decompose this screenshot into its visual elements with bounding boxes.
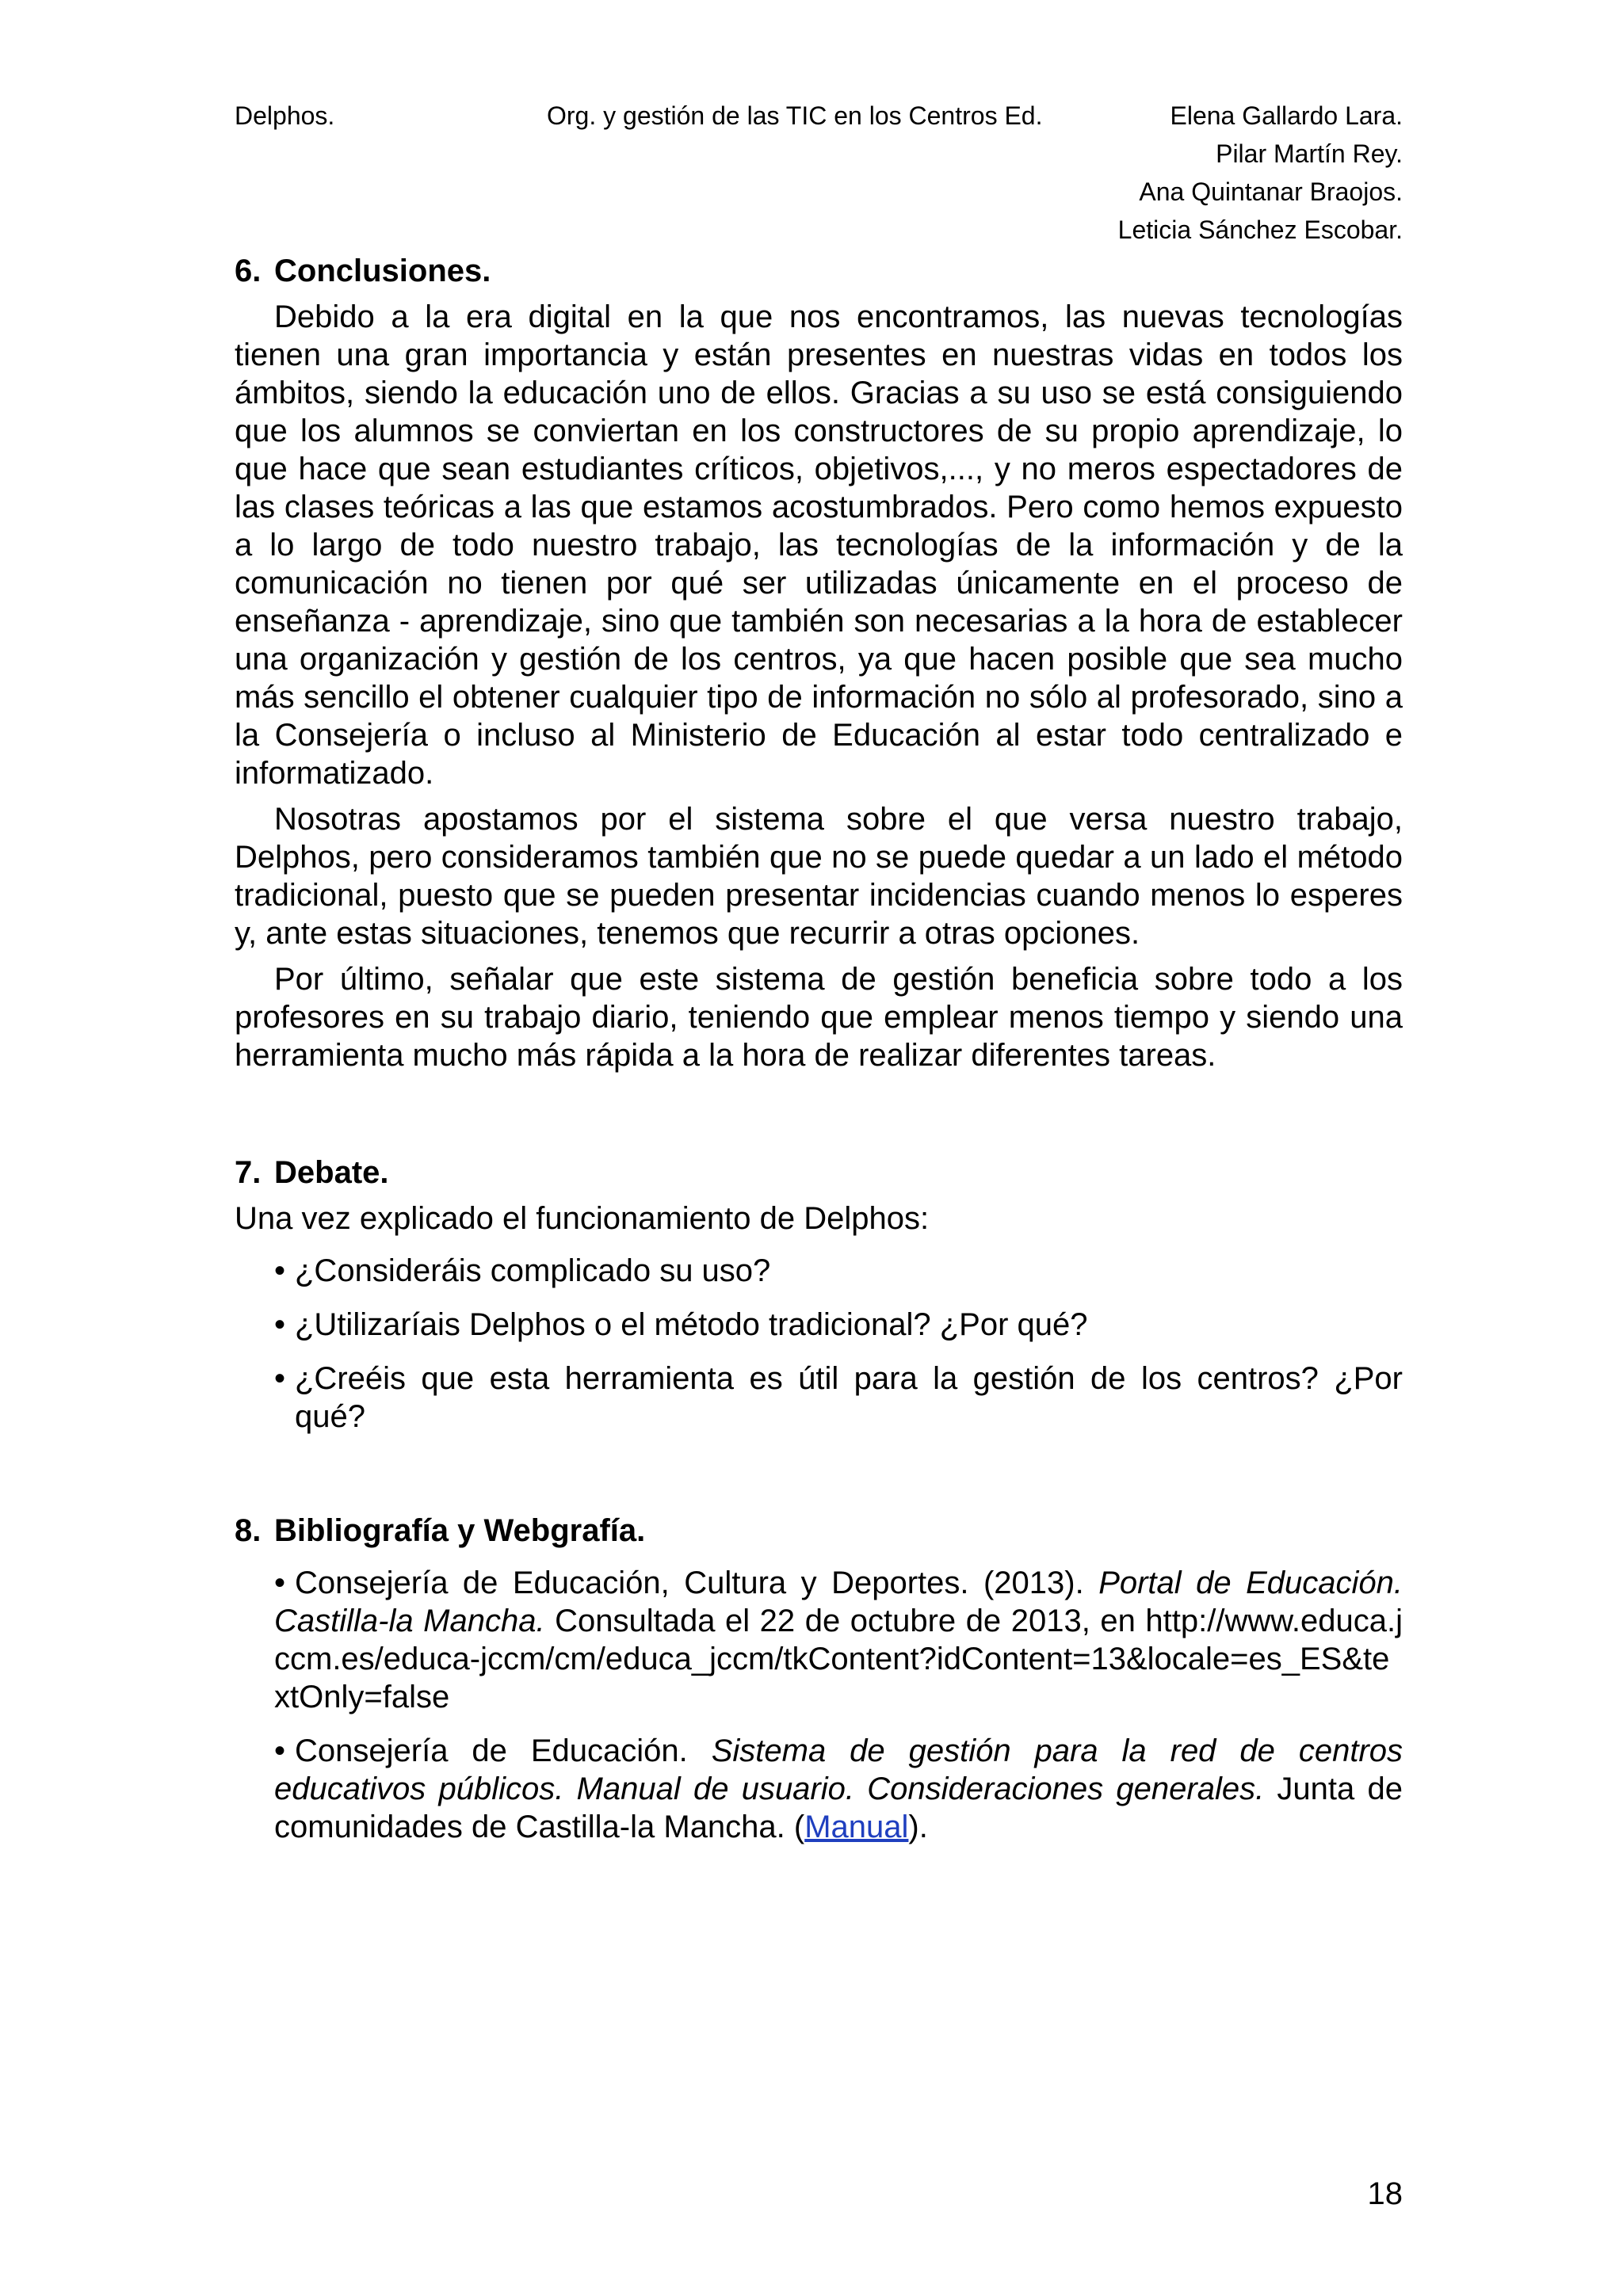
reference-text [274,1564,1403,1716]
debate-questions [235,1252,1403,1436]
paragraph: Nosotras apostamos por el sistema sobre el que versa nuestro trabajo, Delphos, pero consideramos también que no se puede quedar a un lado el método tradicional, puesto que se pueden presentar incidencias cuando menos lo esperes y, ante estas situaciones, tenemos que recurrir a otras opciones. [235,802,1403,951]
paragraph: Por último, señalar que este sistema de gestión beneficia sobre todo a los profesores en su trabajo diario, teniendo que emplear menos tiempo y siendo una herramienta mucho más rápida a la hora de realizar diferentes tareas. [235,962,1403,1073]
header-left: Delphos. [235,101,335,130]
reference-title: Sistema de gestión para la red de centros educativos públicos. Manual de usuario. Consideraciones generales. [274,1733,1403,1806]
reference-author: Consejería de Educación, Cultura y Deportes. (2013). [295,1566,1099,1600]
section-8-heading [235,1512,1403,1550]
paragraph: Debido a la era digital en la que nos encontramos, las nuevas tecnologías tienen una gran importancia y están presentes en nuestras vidas en todos los ámbitos, siendo la educación uno de ellos. Gracias a su uso se está consiguiendo que los alumnos se conviertan en los constructores de su propio aprendizaje, lo que hace que sean estudiantes críticos, objetivos,..., y no meros espectadores de las clases teóricas a las que estamos acostumbrados. Pero como hemos expuesto a lo largo de todo nuestro trabajo, las tecnologías de la información y de la comunicación no tienen por qué ser utilizadas únicamente en el proceso de enseñanza - aprendizaje, sino que también son necesarias a la hora de establecer una organización y gestión de los centros, ya que hacen posible que sea mucho más sencillo el obtener cualquier tipo de información no sólo al profesorado, sino a la Consejería o incluso al Ministerio de Educación al estar todo centralizado e informatizado. [235,299,1403,791]
author-1: Elena Gallardo Lara. [1170,101,1403,130]
bullet-icon: • [274,1361,286,1396]
question-text: ¿Utilizaríais Delphos o el método tradicional? ¿Por qué? [295,1307,1088,1342]
page-content [235,252,1403,1846]
bibliography-list [235,1564,1403,1846]
section-7-heading [235,1154,1403,1192]
page-number: 18 [1367,2176,1403,2211]
header-center: Org. y gestión de las TIC en los Centros Ed. [547,101,1043,130]
list-item [235,1306,1403,1344]
reference-text [274,1732,1403,1846]
section-title: Debate. [274,1155,389,1190]
author-4: Leticia Sánchez Escobar. [1117,215,1403,244]
header-authors [1118,97,1403,249]
reference-suffix: ). [908,1810,928,1844]
question-text: ¿Creéis que esta herramienta es útil para la gestión de los centros? ¿Por qué? [295,1361,1403,1434]
document-page [235,0,1403,2296]
bullet-icon: • [274,1733,286,1768]
section-title: Bibliografía y Webgrafía. [274,1513,646,1548]
author-3: Ana Quintanar Braojos. [1139,177,1403,206]
debate-intro: Una vez explicado el funcionamiento de Delphos: [235,1201,930,1236]
author-2: Pilar Martín Rey. [1216,139,1403,168]
bullet-icon: • [274,1566,286,1600]
section-number: 6. [235,254,262,288]
list-item [235,1732,1403,1846]
list-item [235,1252,1403,1290]
section-number: 7. [235,1155,262,1190]
reference-url: http://www.educa.jccm.es/educa-jccm/cm/educa_jccm/tkContent?idContent=13&locale=es_ES&textOnly=false [274,1604,1403,1714]
bullet-icon: • [274,1307,286,1342]
section-6-heading [235,252,1403,290]
reference-title: Portal de Educación. Castilla-la Mancha. [274,1566,1403,1638]
section-title: Conclusiones. [274,254,491,288]
manual-link[interactable]: Manual [804,1810,909,1844]
section-number: 8. [235,1513,262,1548]
reference-consulted: Consultada el 22 de octubre de 2013, en [544,1604,1146,1638]
reference-publisher: Junta de comunidades de Castilla-la Mancha. ( [274,1772,1403,1844]
question-text: ¿Consideráis complicado su uso? [295,1253,771,1288]
list-item [235,1564,1403,1716]
list-item [235,1360,1403,1436]
bullet-icon: • [274,1253,286,1288]
reference-author: Consejería de Educación. [295,1733,712,1768]
